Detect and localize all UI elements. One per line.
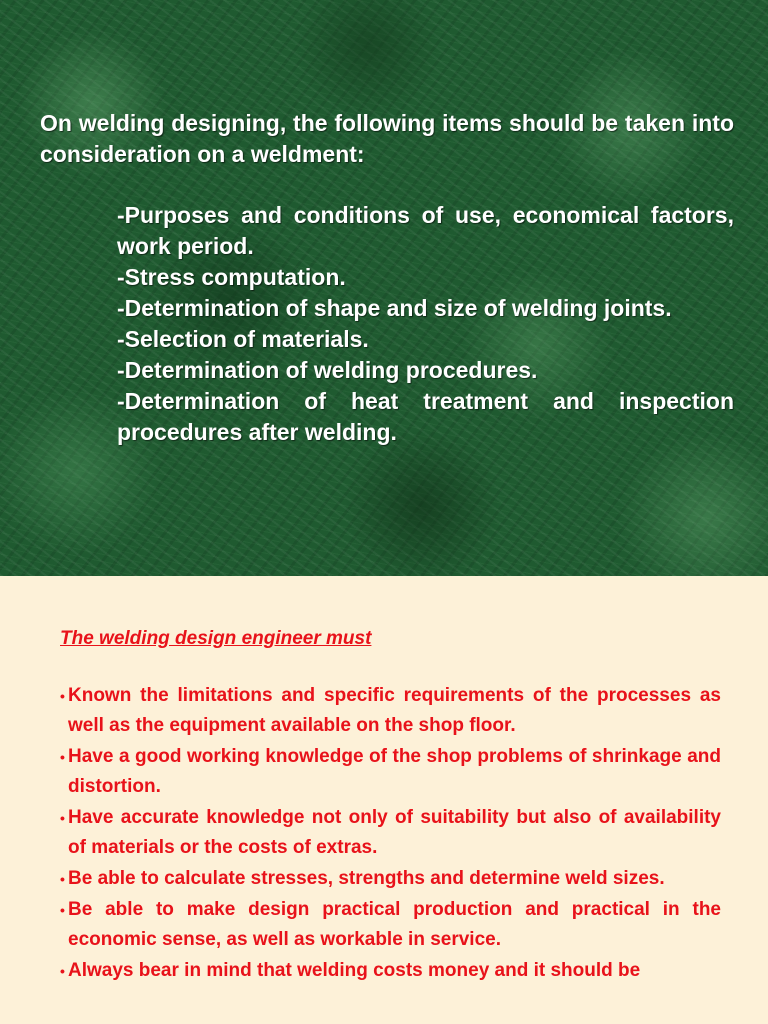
consideration-item: -Selection of materials. <box>117 326 369 352</box>
consideration-item: -Stress computation. <box>117 264 346 290</box>
requirement-text: Be able to make design practical production and practical in the economic sense, as well as workable in service. <box>68 899 721 950</box>
bullet-icon: • <box>60 871 65 887</box>
requirement-item <box>60 803 721 863</box>
bullet-icon: • <box>60 749 65 765</box>
intro-paragraph: On welding designing, the following items should be taken into consideration on a weldment: <box>40 110 734 167</box>
bullet-icon: • <box>60 688 65 704</box>
requirement-text: Known the limitations and specific requirements of the processes as well as the equipment available on the shop floor. <box>68 685 721 736</box>
bullet-icon: • <box>60 963 65 979</box>
requirement-text: Have accurate knowledge not only of suitability but also of availability of materials or the costs of extras. <box>68 807 721 858</box>
requirement-item <box>60 895 721 955</box>
slide-heading: The welding design engineer must <box>60 628 372 649</box>
requirement-text: Be able to calculate stresses, strengths and determine weld sizes. <box>68 868 665 889</box>
consideration-list <box>117 200 734 448</box>
requirement-text: Always bear in mind that welding costs money and it should be <box>68 960 641 981</box>
bullet-icon: • <box>60 902 65 918</box>
requirement-item <box>60 956 721 986</box>
consideration-item: -Determination of welding procedures. <box>117 357 538 383</box>
requirement-item <box>60 681 721 741</box>
requirement-text: Have a good working knowledge of the shop problems of shrinkage and distortion. <box>68 746 721 797</box>
consideration-item: -Determination of shape and size of welding joints. <box>117 295 672 321</box>
bullet-icon: • <box>60 810 65 826</box>
design-engineer-slide <box>0 576 768 1024</box>
engineer-requirements-list <box>60 681 721 987</box>
requirement-item <box>60 742 721 802</box>
requirement-item <box>60 864 721 894</box>
consideration-item: -Determination of heat treatment and inspection procedures after welding. <box>117 388 734 445</box>
consideration-item: -Purposes and conditions of use, economical factors, work period. <box>117 202 734 259</box>
slide-text-block <box>40 108 734 448</box>
